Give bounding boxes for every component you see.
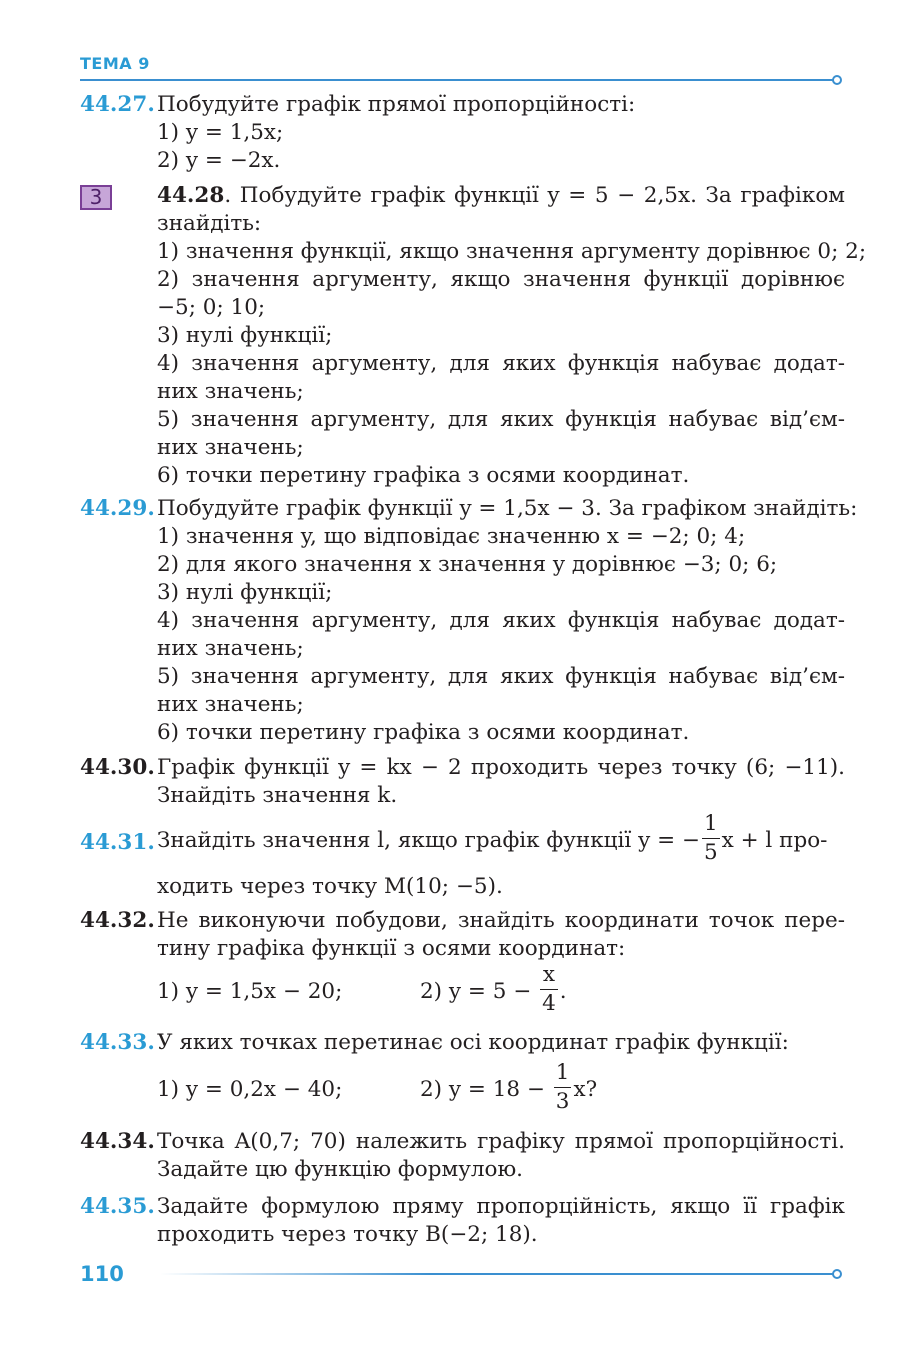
exercise-item: −5; 0; 10; bbox=[157, 295, 266, 320]
exercise-number: 44.31. bbox=[80, 830, 155, 855]
exercise-text: Знайдіть значення k. bbox=[157, 783, 398, 808]
exercise-item: них значень; bbox=[157, 435, 304, 460]
exercise-item: 5) значення аргументу, для яких функція набуває від’єм- bbox=[157, 407, 845, 432]
exercise-number: 44.27. bbox=[80, 92, 155, 117]
exercise-item: 1) значення функції, якщо значення аргументу дорівнює 0; 2; bbox=[157, 239, 867, 264]
fraction: $\frac{x}{4}$ bbox=[542, 962, 556, 1016]
exercise-text: 44.28. Побудуйте графік функції y = 5 − 2,5x. За графіком bbox=[157, 183, 845, 208]
exercise-item: 6) точки перетину графіка з осями координат. bbox=[157, 463, 690, 488]
section-label: ТЕМА 9 bbox=[80, 54, 150, 73]
exercise-item: 2) значення аргументу, якщо значення функції дорівнює bbox=[157, 267, 845, 292]
exercise-text: У яких точках перетинає осі координат графік функції: bbox=[157, 1030, 789, 1055]
exercise-item: 5) значення аргументу, для яких функція набуває від’єм- bbox=[157, 664, 845, 689]
exercise-item: 1) y = 0,2x − 40; bbox=[157, 1077, 343, 1102]
exercise-text: Побудуйте графік прямої пропорційності: bbox=[157, 92, 636, 117]
exercise-text: Не виконуючи побудови, знайдіть координати точок пере- bbox=[157, 908, 845, 933]
fraction: $\frac{1}{3}$ bbox=[555, 1060, 570, 1114]
exercise-number: 44.29. bbox=[80, 496, 155, 521]
exercise-text: Графік функції y = kx − 2 проходить через точку (6; −11). bbox=[157, 755, 845, 780]
exercise-item: них значень; bbox=[157, 636, 304, 661]
page-number: 110 bbox=[80, 1262, 124, 1286]
exercise-text: Побудуйте графік функції y = 1,5x − 3. За графіком знайдіть: bbox=[157, 496, 858, 521]
exercise-number: 44.35. bbox=[80, 1194, 155, 1219]
exercise-text: ходить через точку M(10; −5). bbox=[157, 874, 503, 899]
exercise-item: 1) y = 1,5x − 20; bbox=[157, 979, 343, 1004]
difficulty-level-badge: 3 bbox=[80, 185, 112, 210]
exercise-number: 44.28 bbox=[157, 183, 225, 208]
exercise-number: 44.33. bbox=[80, 1030, 155, 1055]
exercise-item: 3) нулі функції; bbox=[157, 580, 333, 605]
exercise-text: знайдіть: bbox=[157, 211, 262, 236]
exercise-number: 44.34. bbox=[80, 1129, 155, 1154]
header-rule bbox=[80, 79, 834, 81]
exercise-item: 4) значення аргументу, для яких функція набуває додат- bbox=[157, 351, 845, 376]
exercise-item: 6) точки перетину графіка з осями координат. bbox=[157, 720, 690, 745]
exercise-item: 2) y = 5 − $\frac{x}{4}$ . bbox=[420, 962, 567, 1016]
exercise-text: Задайте формулою пряму пропорційність, якщо її графік bbox=[157, 1194, 845, 1219]
exercise-text: Точка A(0,7; 70) належить графіку прямої пропорційності. bbox=[157, 1129, 845, 1154]
exercise-text: тину графіка функції з осями координат: bbox=[157, 936, 626, 961]
fraction: $\frac{1}{5}$ bbox=[703, 811, 718, 865]
exercise-text: проходить через точку B(−2; 18). bbox=[157, 1222, 538, 1247]
exercise-item: 2) для якого значення x значення y дорівнює −3; 0; 6; bbox=[157, 552, 778, 577]
exercise-text: Знайдіть значення l, якщо графік функції y = − $\frac{1}{5}$ x + l про- bbox=[157, 811, 828, 865]
exercise-number: 44.30. bbox=[80, 755, 155, 780]
exercise-item: 3) нулі функції; bbox=[157, 323, 333, 348]
exercise-item: 2) y = 18 − $\frac{1}{3}$ x? bbox=[420, 1060, 598, 1114]
exercise-number: 44.32. bbox=[80, 908, 155, 933]
exercise-item: 1) значення y, що відповідає значенню x = −2; 0; 4; bbox=[157, 524, 746, 549]
exercise-item: 2) y = −2x. bbox=[157, 148, 281, 173]
header-rule-end bbox=[832, 75, 842, 85]
exercise-item: 1) y = 1,5x; bbox=[157, 120, 284, 145]
footer-rule-end bbox=[832, 1269, 842, 1279]
exercise-text: Задайте цю функцію формулою. bbox=[157, 1157, 523, 1182]
exercise-item: них значень; bbox=[157, 379, 304, 404]
footer-rule bbox=[160, 1273, 834, 1275]
exercise-item: них значень; bbox=[157, 692, 304, 717]
exercise-item: 4) значення аргументу, для яких функція набуває додат- bbox=[157, 608, 845, 633]
